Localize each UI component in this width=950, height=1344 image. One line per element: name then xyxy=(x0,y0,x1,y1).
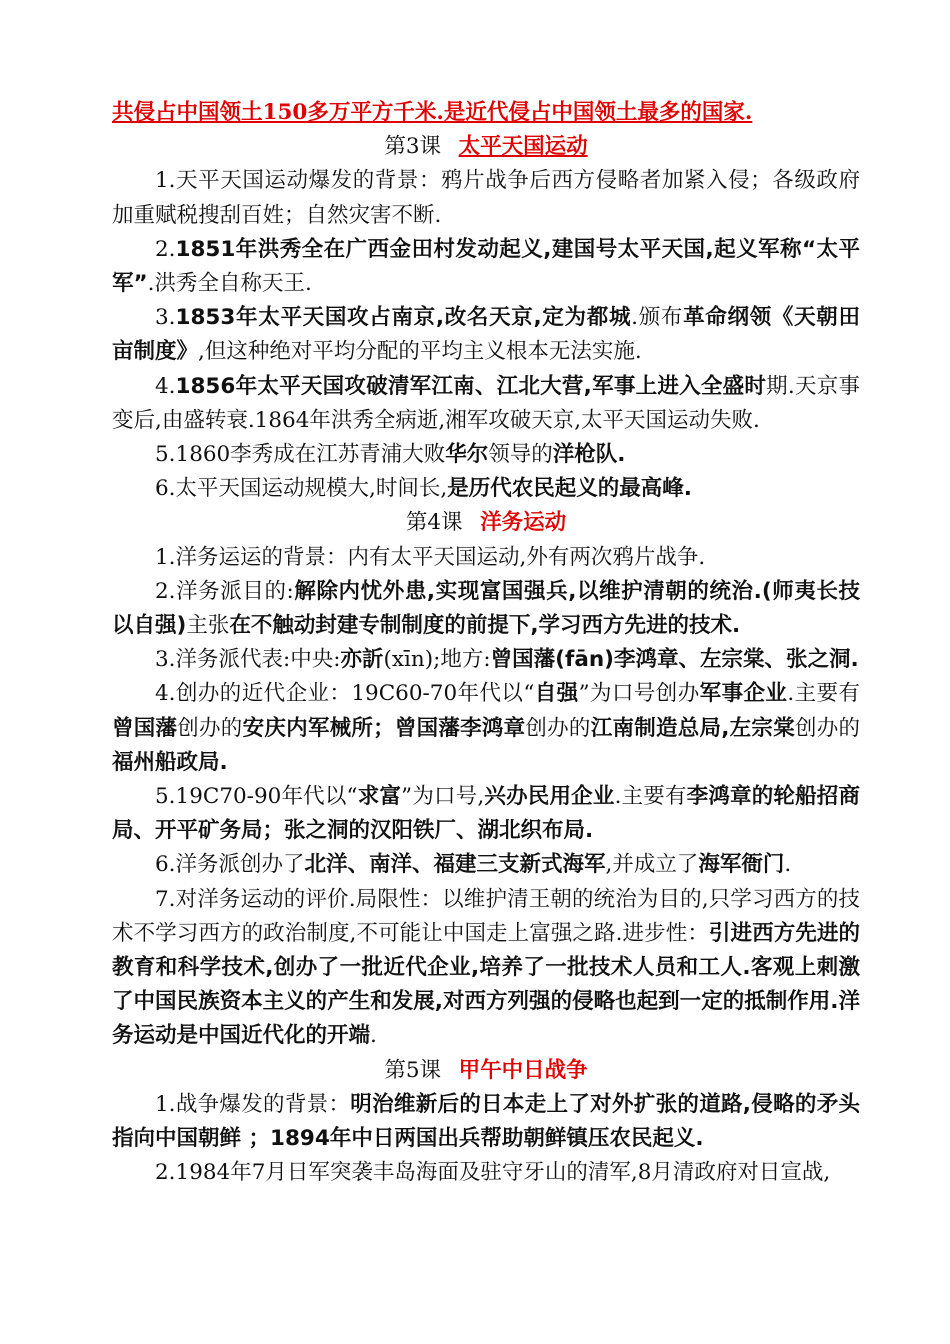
bold-text: 引进西方先进的教育和科学技术,创办了一批近代企业,培养了一批技术人员和工人.客观上刺激了中国民族资本主义的产生和发展,对西方列强的侵略也起到一定的抵制作用.洋务运动是中国近代化的开端 xyxy=(112,920,860,1049)
paragraph xyxy=(112,301,860,369)
bold-text: 1851年洪秀全在广西金田村发动起义,建国号太平天国,起义军称“太平军” xyxy=(112,236,860,297)
lesson-title: 太平天国运动 xyxy=(458,134,588,160)
text: .洪秀全自称天王. xyxy=(147,271,312,297)
text: .颁布 xyxy=(631,305,684,331)
lesson-items xyxy=(112,541,860,1054)
bold-text: 曾国藩(fān)李鸿章、左宗棠、张之洞. xyxy=(490,647,859,673)
text: 1.天平天国运动爆发的背景：鸦片战争后西方侵略者加紧入侵；各级政府加重赋税搜刮百姓；自然灾害不断. xyxy=(112,168,860,228)
paragraph xyxy=(112,541,860,575)
text: (xīn);地方: xyxy=(383,647,491,673)
lesson-heading xyxy=(112,1054,860,1088)
text: 创办的 xyxy=(794,715,860,741)
text: 5.1860李秀成在江苏青浦大败 xyxy=(155,442,446,468)
paragraph xyxy=(112,233,860,301)
paragraph xyxy=(112,1088,860,1156)
text: ,但这种绝对平均分配的平均主义根本无法实施. xyxy=(198,339,642,365)
bold-text: 明治维新后的日本走上了对外扩张的道路,侵略的矛头指向中国朝鲜 ；1894年中日两国出兵帮助朝鲜镇压农民起义. xyxy=(112,1091,861,1152)
text: 2.1984年7月日军突袭丰岛海面及驻守牙山的清军,8月清政府对日宣战, xyxy=(155,1160,831,1186)
bold-text: 求富 xyxy=(357,784,402,810)
text: 创办的 xyxy=(177,715,243,741)
bold-text: 解除内忧外患,实现富国强兵,以维护清朝的统治.(师夷长技以自强) xyxy=(112,578,860,639)
text: 2.洋务派目的: xyxy=(155,578,294,604)
bold-text: 安庆内军械所；曾国藩李鸿章 xyxy=(242,715,526,741)
bold-text: 1853年太平天国攻占南京,改名天京,定为都城 xyxy=(175,305,632,331)
bold-text: 自强 xyxy=(534,681,579,707)
text: 5.19C70-90年代以“ xyxy=(155,784,358,810)
lesson-items xyxy=(112,164,860,506)
text: 1.洋务运运的背景：内有太平天国运动,外有两次鸦片战争. xyxy=(155,544,706,570)
lesson-number: 第4课 xyxy=(405,510,463,536)
bold-text: 北洋、南洋、福建三支新式海军 xyxy=(304,852,606,878)
bold-text: 亦訢 xyxy=(340,647,384,673)
paragraph xyxy=(112,780,860,848)
paragraph xyxy=(112,164,860,232)
text: 期.天京事变后,由盛转衰.1864年洪秀全病逝,湘军攻破天京,太平天国运动失败. xyxy=(112,373,860,433)
lesson-title: 甲午中日战争 xyxy=(458,1057,588,1083)
intro-text: 共侵占中国领土150多万平方千米.是近代侵占中国领土最多的国家. xyxy=(112,100,753,125)
text: 6.太平天国运动规模大,时间长, xyxy=(155,476,448,502)
lesson-heading xyxy=(112,130,860,164)
paragraph xyxy=(112,848,860,882)
text: 6.洋务派创办了 xyxy=(155,852,305,878)
bold-text: 兴办民用企业 xyxy=(484,784,615,810)
bold-text: 海军衙门 xyxy=(698,852,785,878)
bold-text: 军事企业 xyxy=(699,681,788,707)
text: .主要有 xyxy=(614,784,687,810)
text: ,并成立了 xyxy=(605,852,699,878)
lesson-heading xyxy=(112,506,860,540)
text: 主张 xyxy=(186,613,230,639)
text: . xyxy=(784,852,792,878)
paragraph xyxy=(112,472,860,506)
text: 4.创办的近代企业：19C60-70年代以“ xyxy=(155,681,535,707)
bold-text: 在不触动封建专制制度的前提下,学习西方先进的技术. xyxy=(229,613,741,639)
text: 3. xyxy=(155,305,176,331)
text: 1.战争爆发的背景： xyxy=(155,1091,351,1117)
text: ”为口号创办 xyxy=(578,681,700,707)
text: 4. xyxy=(155,373,176,399)
bold-text: 1856年太平天国攻破清军江南、江北大营,军事上进入全盛时 xyxy=(175,373,767,399)
paragraph xyxy=(112,370,860,438)
lesson-items xyxy=(112,1088,860,1191)
bold-text: 革命纲领《天朝田亩制度》 xyxy=(112,305,860,365)
text: 领导的 xyxy=(488,442,553,468)
bold-text: 华尔 xyxy=(445,442,489,468)
paragraph xyxy=(112,575,860,643)
text: 7.对洋务运动的评价.局限性：以维护清王朝的统治为目的,只学习西方的技术不学习西方的政治制度,不可能让中国走上富强之路.进步性： xyxy=(112,886,860,946)
bold-text: 是历代农民起义的最高峰. xyxy=(447,476,692,502)
lesson-title: 洋务运动 xyxy=(480,510,567,536)
text: . xyxy=(370,1023,377,1049)
paragraph xyxy=(112,438,860,472)
paragraph xyxy=(112,883,860,1054)
lesson-number: 第5课 xyxy=(384,1057,442,1083)
text: .主要有 xyxy=(787,681,860,707)
bold-text: 洋枪队. xyxy=(552,442,626,468)
paragraph xyxy=(112,677,860,780)
paragraph xyxy=(112,643,860,677)
text: 创办的 xyxy=(525,715,591,741)
text: 3.洋务派代表:中央: xyxy=(155,647,341,673)
bold-text: 江南制造总局,左宗棠 xyxy=(590,715,795,741)
bold-text: 李鸿章的轮船招商局、开平矿务局；张之洞的汉阳铁厂、湖北织布局. xyxy=(112,784,860,844)
text: ”为口号, xyxy=(401,784,485,810)
bold-text: 福州船政局. xyxy=(112,749,228,775)
text: 2. xyxy=(155,236,176,262)
bold-text: 曾国藩 xyxy=(112,715,178,741)
document-page xyxy=(112,96,860,1191)
paragraph xyxy=(112,1156,860,1190)
lesson-number: 第3课 xyxy=(384,134,442,160)
